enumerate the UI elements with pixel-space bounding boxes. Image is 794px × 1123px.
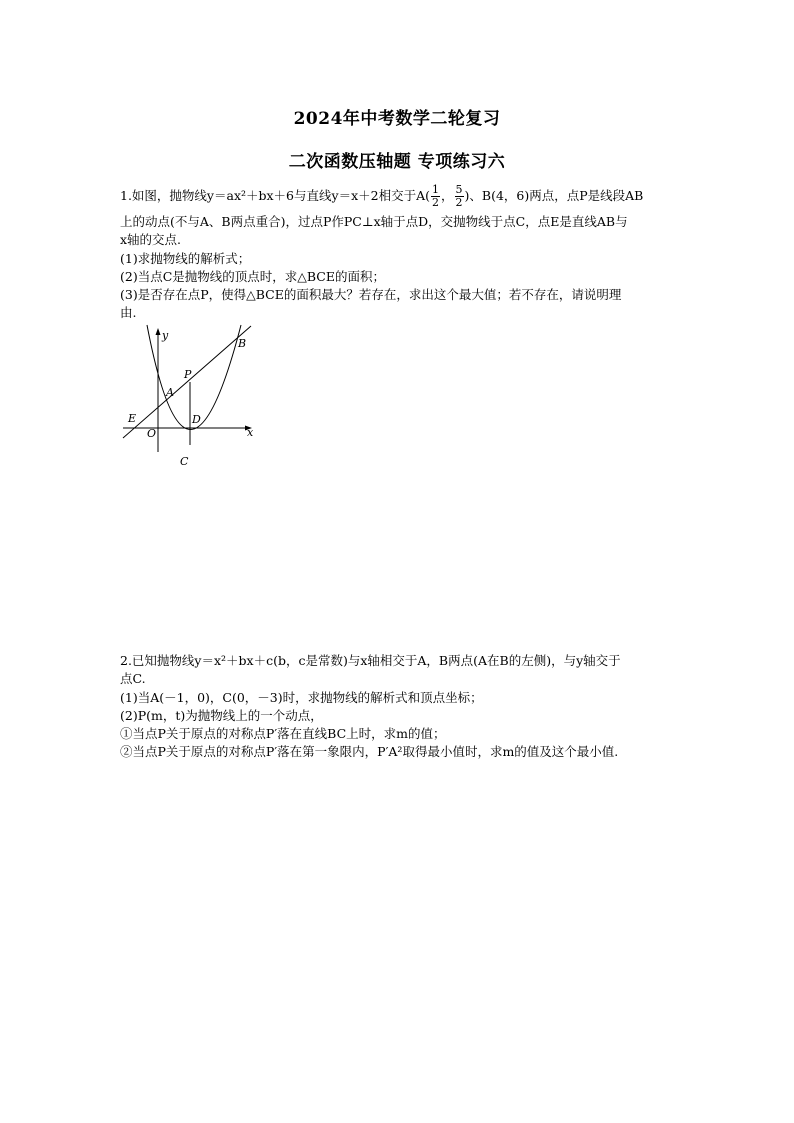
- comma: ，: [440, 188, 454, 203]
- problem-1-line-1: [120, 184, 710, 209]
- problem-2-question-1: (1)当A(－1，0)，C(0，－3)时，求抛物线的解析式和顶点坐标；: [120, 690, 483, 705]
- label-c: C: [180, 455, 189, 468]
- problem-1-question-3: (3)是否存在点P，使得△BCE的面积最大？若存在，求出这个最大值；若不存在，请说明理: [120, 287, 622, 302]
- problem-1-question-2: (2)当点C是抛物线的顶点时，求△BCE的面积；: [120, 269, 385, 284]
- straight-line-ab: [123, 326, 251, 438]
- label-d: D: [192, 413, 201, 426]
- problem-1-text-b: )、B(4，6)两点，点P是线段AB: [464, 188, 644, 203]
- label-b: B: [238, 337, 247, 350]
- page-subtitle: 二次函数压轴题 专项练习六: [288, 152, 506, 172]
- fraction-denominator: 2: [431, 196, 439, 209]
- problem-2-line-2: 点C.: [120, 671, 146, 686]
- fraction-denominator: 2: [455, 196, 463, 209]
- label-x: x: [247, 426, 254, 439]
- problem-2-line-1: 2.已知抛物线y＝x²＋bx＋c(b，c是常数)与x轴相交于A，B两点(A在B的左侧)，与y轴交于: [120, 653, 621, 668]
- problem-1-text-a: 1.如图，抛物线y＝ax²＋bx＋6与直线y＝x＋2相交于A(: [120, 188, 430, 203]
- problem-2-question-2a: ①当点P关于原点的对称点P′落在直线BC上时，求m的值；: [120, 726, 446, 741]
- y-axis-arrow: [156, 328, 161, 335]
- fraction-one-half: [431, 184, 440, 209]
- label-e: E: [128, 412, 137, 425]
- problem-2-question-2: (2)P(m，t)为抛物线上的一个动点，: [120, 708, 323, 723]
- label-a: A: [166, 386, 174, 399]
- label-o: O: [147, 427, 157, 440]
- fraction-numerator: 5: [455, 183, 463, 196]
- problem-1-question-1: (1)求抛物线的解析式；: [120, 251, 251, 266]
- fraction-numerator: 1: [431, 183, 439, 196]
- problem-1-line-2: 上的动点(不与A、B两点重合)，过点P作PC⊥x轴于点D，交抛物线于点C，点E是直线AB与: [120, 214, 628, 229]
- fraction-five-half: [455, 184, 464, 209]
- problem-1-line-3: x轴的交点.: [120, 232, 182, 247]
- label-y: y: [162, 329, 169, 342]
- parabola-line-figure: [118, 322, 263, 470]
- problem-1-question-3-cont: 由.: [120, 305, 137, 320]
- label-p: P: [184, 368, 192, 381]
- problem-2-question-2b: ②当点P关于原点的对称点P′落在第一象限内，P′A²取得最小值时，求m的值及这个最小值.: [120, 744, 619, 759]
- page-title: 2024年中考数学二轮复习: [293, 109, 501, 129]
